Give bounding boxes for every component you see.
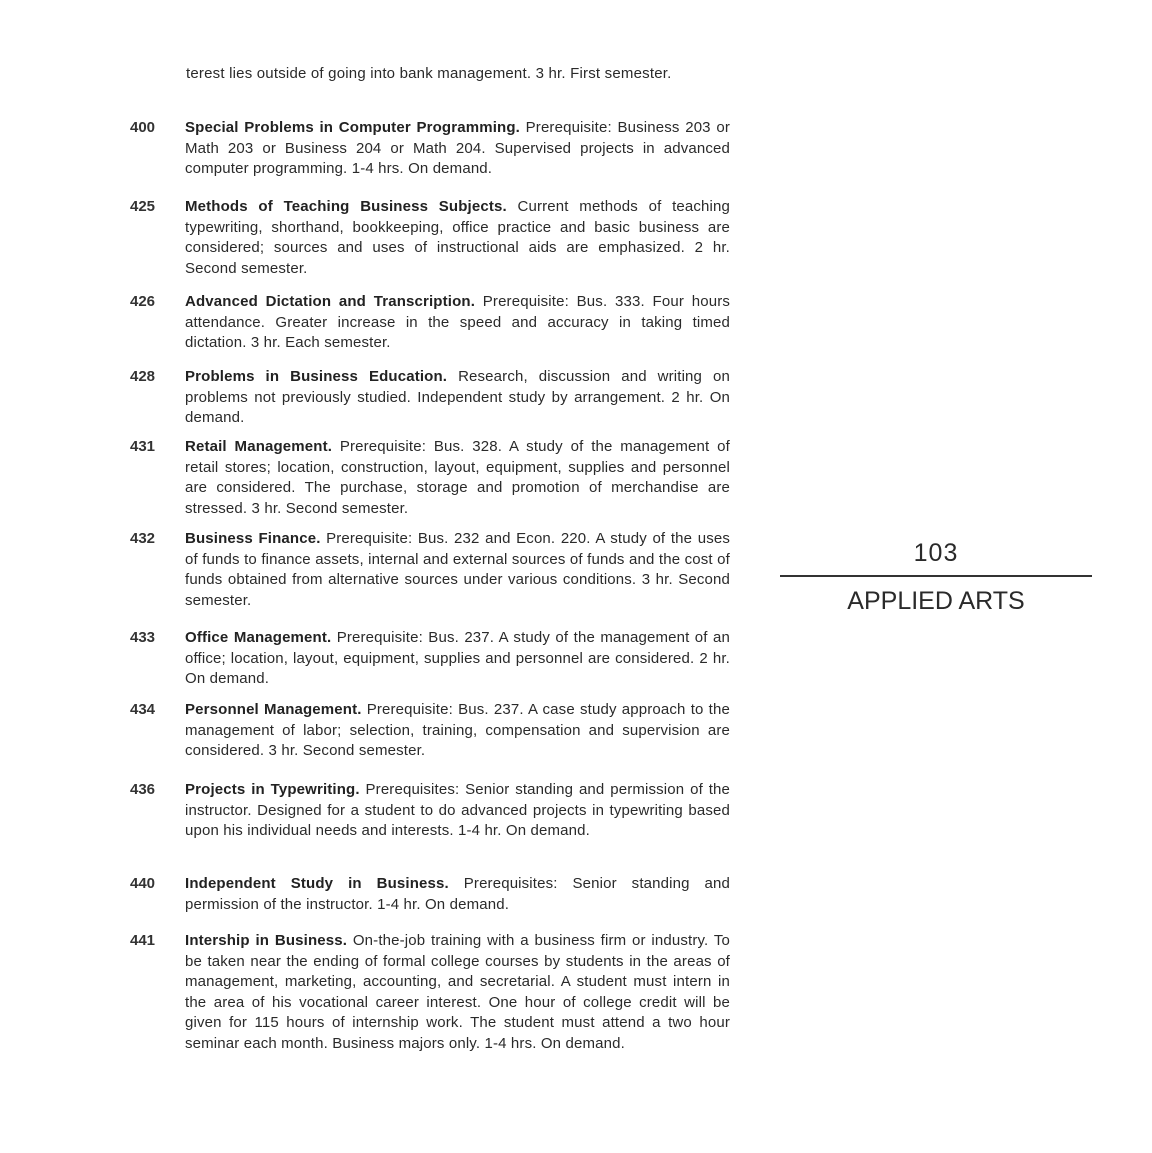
course-description: Prerequisite: Bus. 232 and Econ. 220. A study of the uses of funds to finance assets, internal and external sources of funds and the cost of funds obtained from alternative sources under various conditions. 3 hr. Second semester. (185, 530, 730, 609)
page-sidebar (780, 538, 1092, 616)
course-number: 433 (130, 629, 156, 646)
course-description: Prerequisite: Bus. 333. Four hours attendance. Greater increase in the speed and accuracy in taking timed dictation. 3 hr. Each semester. (185, 293, 730, 351)
course-body (185, 780, 730, 842)
course-title: Personnel Management. (185, 701, 362, 718)
course-body (185, 437, 730, 519)
course-description: Prerequisite: Bus. 328. A study of the management of retail stores; location, construction, layout, equipment, supplies and personnel are considered. The purchase, storage and promotion of merchandise are stressed. 3 hr. Second semester. (185, 438, 730, 517)
divider (780, 575, 1092, 577)
course-description: Prerequisite: Bus. 237. A study of the management of an office; location, layout, equipment, supplies and personnel are considered. 2 hr. On demand. (185, 629, 730, 687)
course-title: Retail Management. (185, 438, 333, 455)
page-number: 103 (913, 539, 959, 567)
course-number: 440 (130, 875, 156, 892)
course-body (185, 529, 730, 611)
course-title: Independent Study in Business. (185, 875, 449, 892)
course-number: 436 (130, 781, 156, 798)
course-description: Prerequisite: Bus. 237. A case study approach to the management of labor; selection, training, compensation and supervision are considered. 3 hr. Second semester. (185, 701, 730, 759)
course-number: 400 (130, 119, 156, 136)
course-description: On-the-job training with a business firm or industry. To be taken near the ending of formal college courses by students in the areas of management, marketing, accounting, and secretarial. A student must intern in the area of his vocational career interest. One hour of college credit will be given for 115 hours of internship work. The student must attend a two hour seminar each month. Business majors only. 1-4 hrs. On demand. (185, 932, 730, 1052)
course-number: 441 (130, 932, 156, 949)
course-number: 431 (130, 438, 156, 455)
course-body (185, 628, 730, 690)
course-title: Problems in Business Education. (185, 368, 448, 385)
course-body (185, 931, 730, 1054)
course-number: 425 (130, 198, 156, 215)
intro-paragraph: terest lies outside of going into bank management. 3 hr. First semester. (186, 65, 672, 82)
course-number: 428 (130, 368, 156, 385)
course-title: Methods of Teaching Business Subjects. (185, 198, 507, 215)
course-body (185, 197, 730, 279)
course-description: Prerequisites: Senior standing and permission of the instructor. Designed for a student to do advanced projects in typewriting based upon his individual needs and interests. 1-4 hr. On demand. (185, 781, 731, 839)
course-title: Projects in Typewriting. (185, 781, 360, 798)
course-body (185, 700, 730, 762)
course-description: Current methods of teaching typewriting, shorthand, bookkeeping, office practice and basic business are considered; sources and uses of instructional aids are emphasized. 2 hr. Second semester. (185, 198, 730, 277)
course-title: Office Management. (185, 629, 332, 646)
course-body (185, 367, 730, 429)
course-body (185, 118, 730, 180)
course-description: Research, discussion and writing on problems not previously studied. Independent study by arrangement. 2 hr. On demand. (185, 368, 730, 426)
course-number: 434 (130, 701, 156, 718)
course-description: Prerequisite: Business 203 or Math 203 or Business 204 or Math 204. Supervised projects in advanced computer programming. 1-4 hrs. On demand. (185, 119, 730, 177)
course-body (185, 292, 730, 354)
course-title: Advanced Dictation and Transcription. (185, 293, 476, 310)
course-title: Intership in Business. (185, 932, 348, 949)
section-name: APPLIED ARTS (847, 587, 1025, 615)
course-description: Prerequisites: Senior standing and permission of the instructor. 1-4 hr. On demand. (185, 875, 730, 913)
course-number: 426 (130, 293, 156, 310)
course-title: Business Finance. (185, 530, 321, 547)
course-title: Special Problems in Computer Programming. (185, 119, 520, 136)
course-body (185, 874, 730, 915)
course-number: 432 (130, 530, 156, 547)
